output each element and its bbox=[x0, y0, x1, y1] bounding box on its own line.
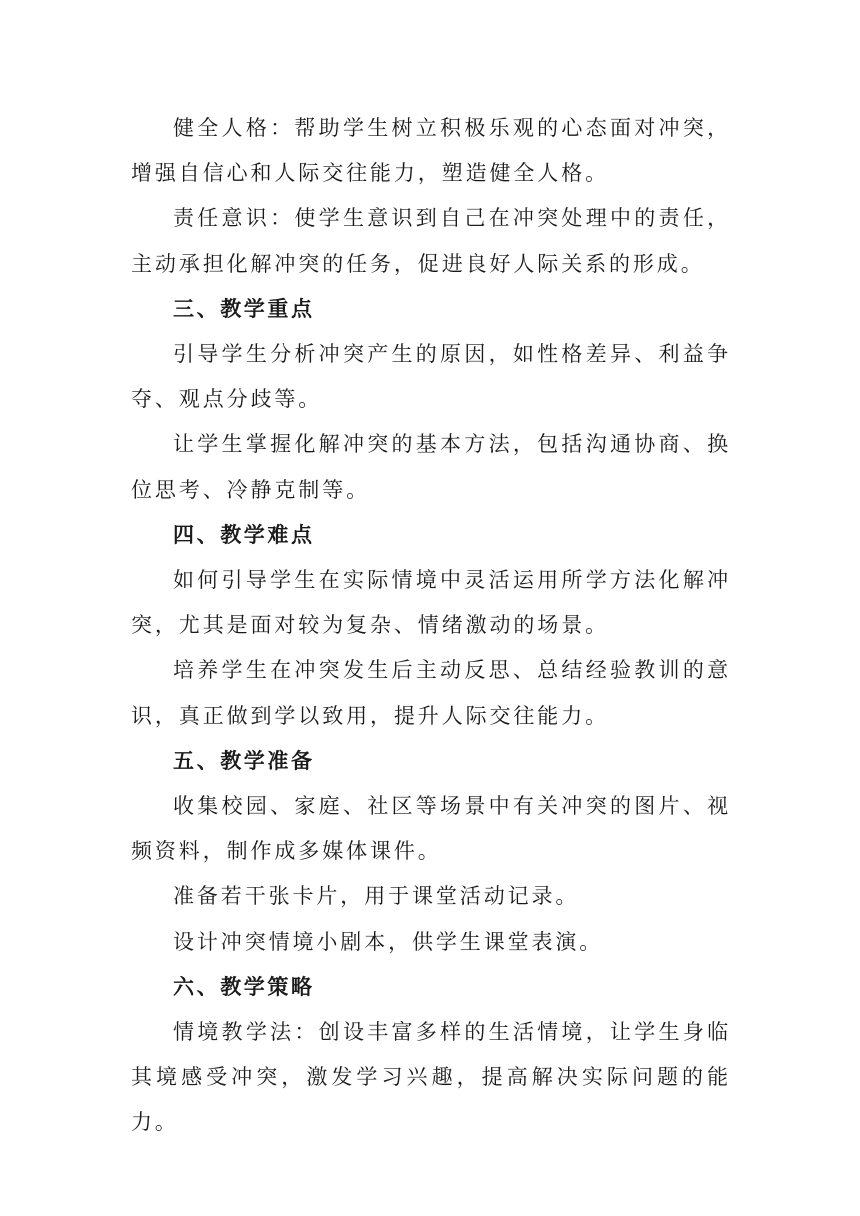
heading-teaching-difficulty: 四、教学难点 bbox=[173, 522, 315, 547]
paragraph-multimedia-materials: 收集校园、家庭、社区等场景中有关冲突的图片、视频资料，制作成多媒体课件。 bbox=[131, 794, 731, 864]
paragraph-cards: 准备若干张卡片，用于课堂活动记录。 bbox=[173, 884, 580, 909]
paragraph-healthy-personality: 健全人格：帮助学生树立积极乐观的心态面对冲突，增强自信心和人际交往能力，塑造健全人格。 bbox=[131, 116, 731, 186]
paragraph-script: 设计冲突情境小剧本，供学生课堂表演。 bbox=[173, 929, 604, 954]
paragraph-situational-teaching: 情境教学法：创设丰富多样的生活情境，让学生身临其境感受冲突，激发学习兴趣，提高解决实际问题的能力。 bbox=[131, 1020, 731, 1135]
document-body bbox=[131, 106, 731, 1146]
paragraph-conflict-causes: 引导学生分析冲突产生的原因，如性格差异、利益争夺、观点分歧等。 bbox=[131, 342, 731, 412]
paragraph-responsibility: 责任意识：使学生意识到自己在冲突处理中的责任，主动承担化解冲突的任务，促进良好人际关系的形成。 bbox=[131, 206, 731, 276]
heading-teaching-preparation: 五、教学准备 bbox=[173, 748, 315, 773]
heading-teaching-strategy: 六、教学策略 bbox=[173, 974, 315, 999]
paragraph-resolution-methods: 让学生掌握化解冲突的基本方法，包括沟通协商、换位思考、冷静克制等。 bbox=[131, 432, 731, 502]
paragraph-reflection: 培养学生在冲突发生后主动反思、总结经验教训的意识，真正做到学以致用，提升人际交往能力。 bbox=[131, 658, 731, 728]
paragraph-flexible-application: 如何引导学生在实际情境中灵活运用所学方法化解冲突，尤其是面对较为复杂、情绪激动的场景。 bbox=[131, 568, 731, 638]
heading-teaching-focus: 三、教学重点 bbox=[173, 296, 315, 321]
